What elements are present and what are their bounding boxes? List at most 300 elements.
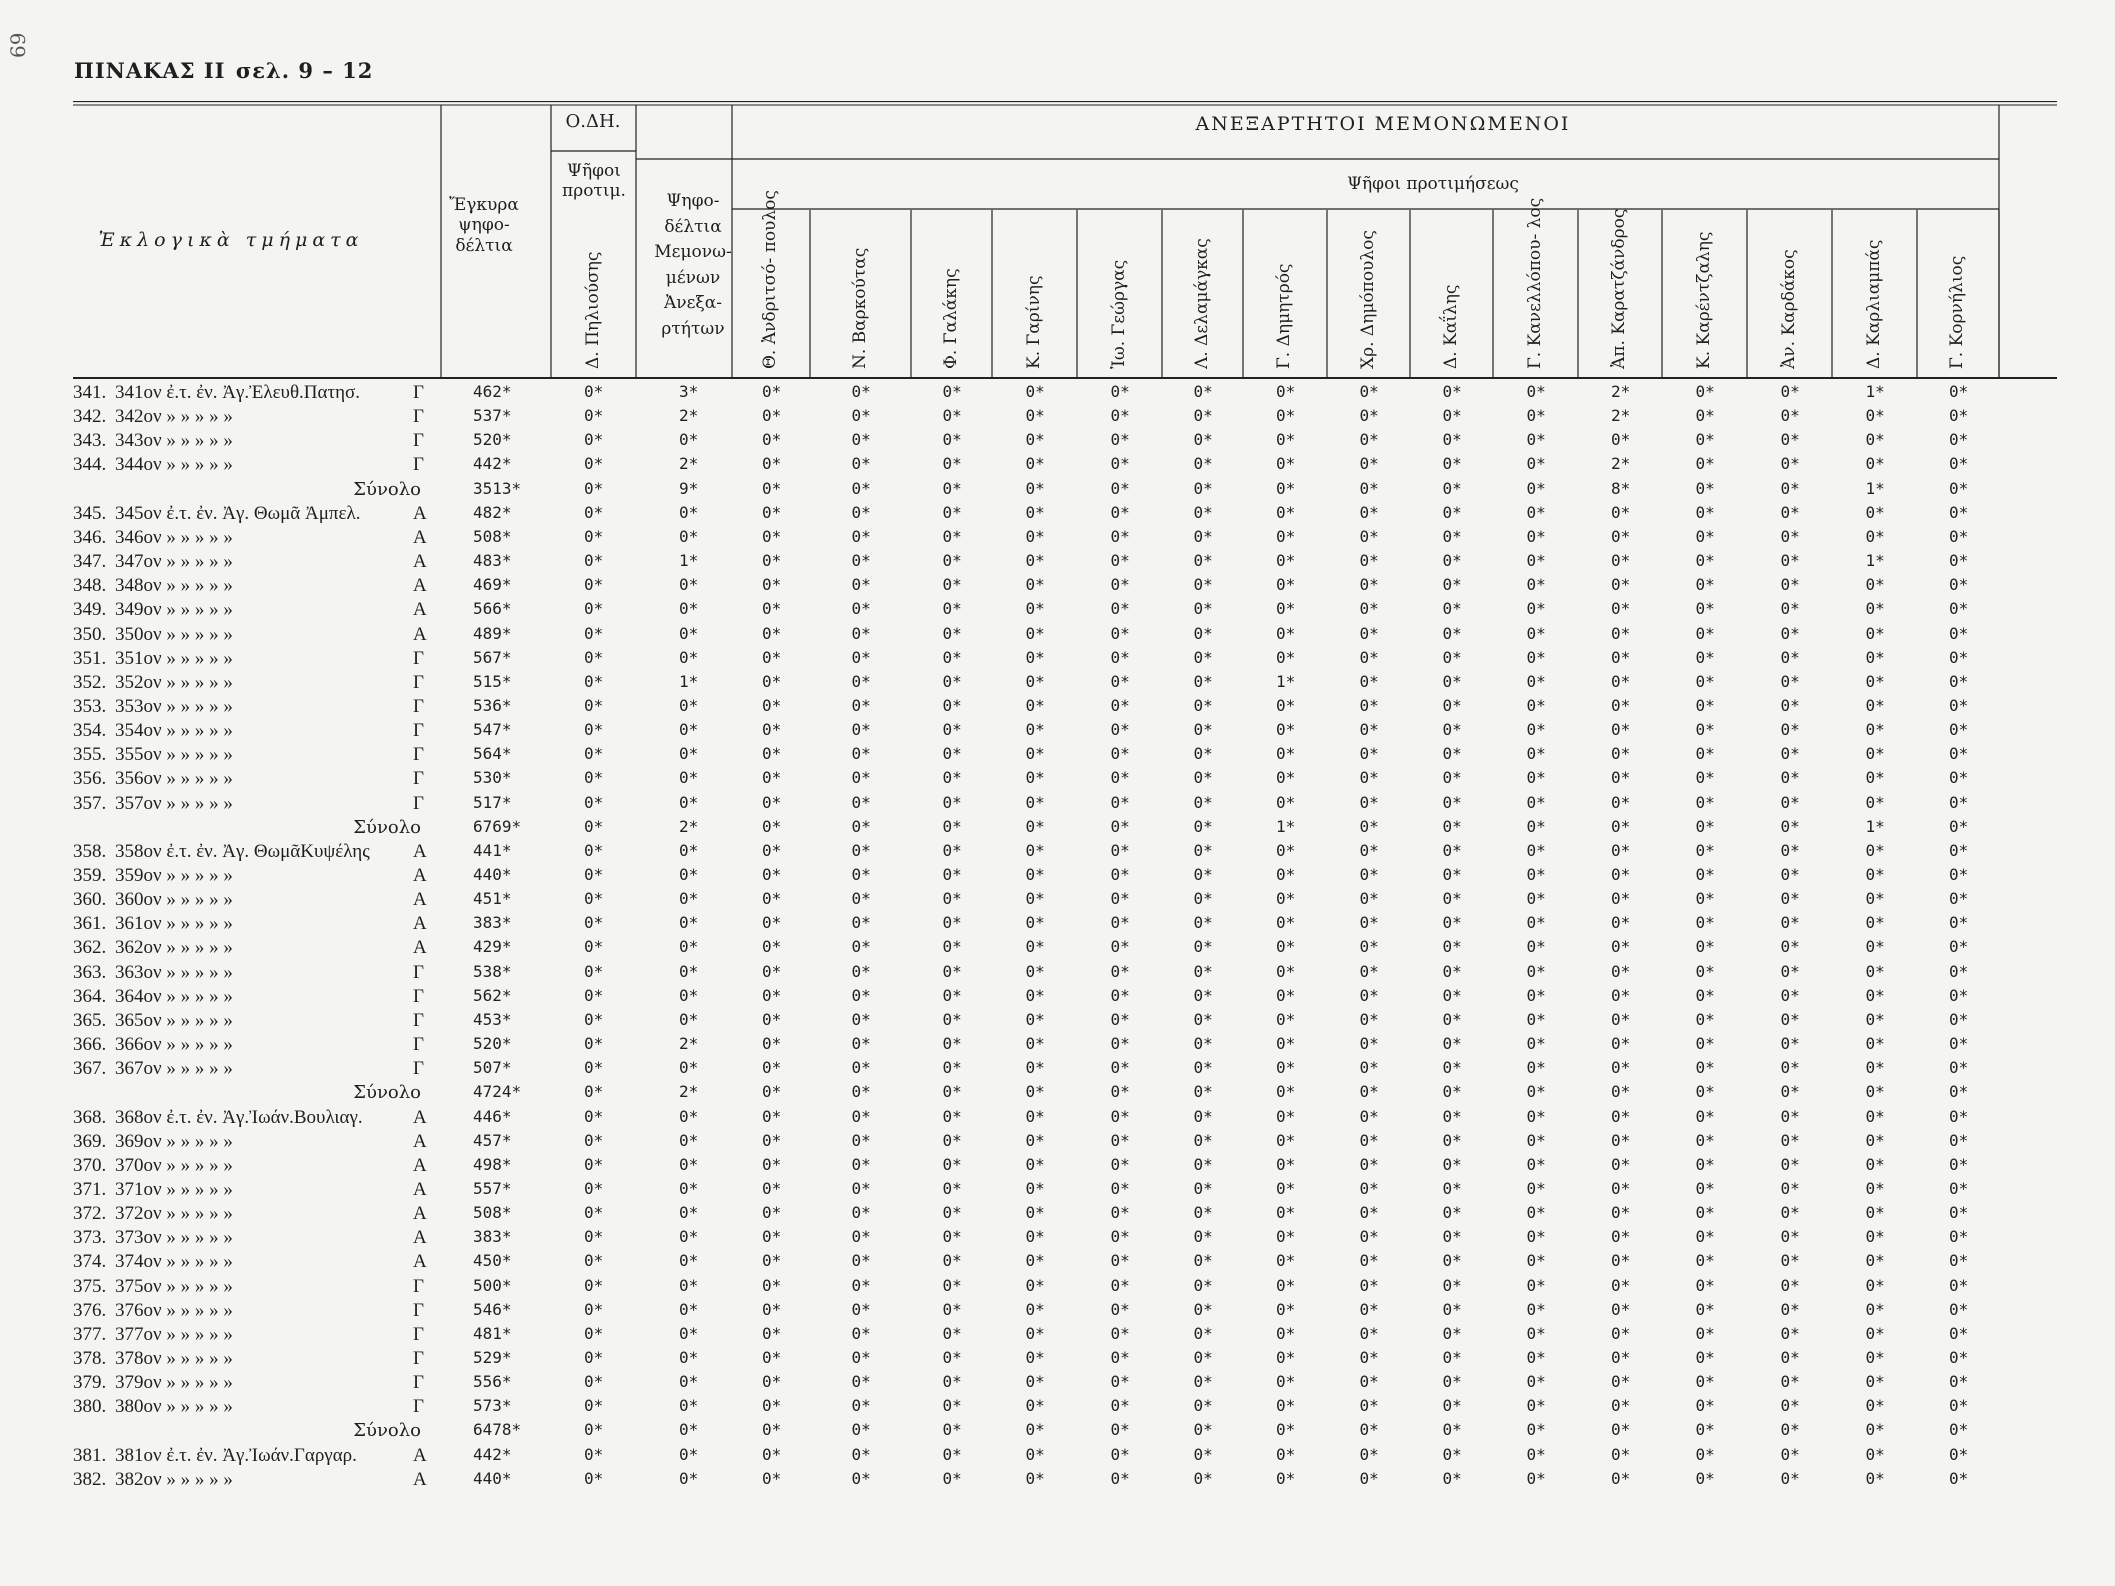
pref-vote-cell: 0* [1695, 1227, 1715, 1247]
pref-vote-cell: 0* [1276, 623, 1296, 643]
pref-vote-cell: 0* [1865, 1227, 1885, 1247]
pref-vote-cell: 1* [1865, 816, 1885, 836]
pref-vote-cell: 0* [1359, 865, 1379, 884]
pref-vote-cell: 0* [1780, 792, 1800, 812]
district-type: Γ [413, 647, 424, 669]
valid-ballots: 537* [473, 406, 512, 426]
pref-vote-cell: 0* [1359, 454, 1379, 474]
pref-vote-cell: 0* [1949, 865, 1969, 884]
pref-vote-cell: 0* [1949, 478, 1969, 498]
valid-ballots: 483* [473, 551, 512, 571]
pref-vote-cell: 0* [1110, 382, 1130, 401]
pref-vote-cell: 0* [1276, 1251, 1296, 1271]
pref-vote-cell: 0* [1110, 889, 1130, 909]
pref-vote-cell: 0* [1611, 1009, 1631, 1029]
pref-vote-cell: 0* [851, 768, 871, 788]
pref-vote-cell: 0* [1780, 454, 1800, 474]
pref-vote-cell: 0* [1949, 1372, 1969, 1392]
pref-vote-cell: 0* [1276, 913, 1296, 933]
district-label: 354ον » » » » » [115, 720, 233, 742]
pref-vote-cell: 0* [1110, 865, 1130, 884]
pref-vote-cell: 0* [851, 937, 871, 957]
pref-vote-cell: 0* [942, 430, 962, 450]
independent-ballots: 0* [679, 937, 699, 957]
pref-vote-cell: 0* [1276, 1444, 1296, 1464]
pref-vote-cell: 0* [1442, 1348, 1462, 1367]
pref-vote-cell: 0* [1110, 575, 1130, 595]
pref-vote-cell: 0* [1695, 382, 1715, 401]
pref-vote-cell: 0* [1949, 647, 1969, 667]
pref-vote-cell: 0* [1865, 1203, 1885, 1223]
pref-vote-cell: 0* [762, 865, 782, 884]
pref-vote-cell: 0* [1780, 1009, 1800, 1029]
odh-pref-votes: 0* [584, 695, 604, 715]
valid-ballots: 440* [473, 865, 512, 884]
pref-vote-cell: 0* [1526, 865, 1546, 884]
pref-vote-cell: 0* [1276, 1420, 1296, 1440]
pref-vote-cell: 0* [1780, 1323, 1800, 1343]
pref-vote-cell: 0* [1949, 623, 1969, 643]
pref-vote-cell: 0* [942, 647, 962, 667]
pref-vote-cell: 0* [1526, 1082, 1546, 1102]
row-number: 368. [73, 1106, 107, 1128]
valid-ballots: 4724* [473, 1082, 522, 1102]
pref-vote-cell: 0* [1865, 961, 1885, 981]
pref-vote-cell: 0* [1865, 1251, 1885, 1271]
pref-vote-cell: 0* [762, 1275, 782, 1295]
pref-vote-cell: 0* [1695, 1275, 1715, 1295]
district-label: 344ον » » » » » [115, 454, 233, 476]
row-number: 349. [73, 599, 107, 621]
candidate-header: Φ. Γαλάκης [940, 268, 961, 369]
row-number: 362. [73, 937, 107, 959]
valid-ballots: 557* [473, 1178, 512, 1198]
valid-ballots: 529* [473, 1348, 512, 1367]
pref-vote-cell: 0* [1695, 695, 1715, 715]
pref-vote-cell: 0* [1110, 1082, 1130, 1102]
district-label: 370ον » » » » » [115, 1154, 233, 1176]
pref-vote-cell: 0* [1110, 1444, 1130, 1464]
pref-vote-cell: 0* [1949, 1444, 1969, 1464]
pref-vote-cell: 0* [1276, 647, 1296, 667]
row-number: 342. [73, 406, 107, 428]
pref-vote-cell: 0* [1949, 454, 1969, 474]
pref-vote-cell: 0* [1780, 623, 1800, 643]
subtotal-label: Σύνολο [353, 1082, 421, 1104]
pref-vote-cell: 0* [1780, 551, 1800, 571]
pref-vote-cell: 0* [1611, 551, 1631, 571]
pref-vote-cell: 0* [1526, 1154, 1546, 1174]
row-number: 381. [73, 1444, 107, 1466]
pref-vote-cell: 0* [1865, 1348, 1885, 1367]
pref-vote-cell: 0* [1110, 840, 1130, 860]
pref-vote-cell: 0* [1442, 1372, 1462, 1392]
valid-ballots: 469* [473, 575, 512, 595]
pref-vote-cell: 0* [1276, 526, 1296, 546]
valid-ballots: 489* [473, 623, 512, 643]
pref-vote-cell: 0* [762, 1323, 782, 1343]
pref-vote-cell: 0* [1949, 526, 1969, 546]
odh-pref-votes: 0* [584, 575, 604, 595]
pref-vote-cell: 0* [1780, 1468, 1800, 1488]
pref-vote-cell: 2* [1611, 382, 1631, 401]
district-label: 376ον » » » » » [115, 1299, 233, 1321]
pref-vote-cell: 0* [762, 744, 782, 764]
district-type: Γ [413, 720, 424, 742]
pref-vote-cell: 0* [1780, 526, 1800, 546]
pref-vote-cell: 0* [851, 1203, 871, 1223]
pref-vote-cell: 0* [1780, 647, 1800, 667]
pref-vote-cell: 0* [1695, 502, 1715, 522]
pref-vote-cell: 0* [1611, 1082, 1631, 1102]
pref-vote-cell: 0* [1526, 1420, 1546, 1440]
pref-vote-cell: 0* [942, 1323, 962, 1343]
pref-vote-cell: 0* [1025, 1372, 1045, 1392]
pref-vote-cell: 0* [1949, 695, 1969, 715]
odh-pref-votes: 0* [584, 623, 604, 643]
pref-vote-cell: 0* [1110, 961, 1130, 981]
pref-vote-cell: 0* [762, 816, 782, 836]
pref-vote-cell: 0* [1780, 1058, 1800, 1078]
valid-ballots: 442* [473, 454, 512, 474]
pref-vote-cell: 0* [1526, 502, 1546, 522]
district-type: Γ [413, 1009, 424, 1031]
district-type: Γ [413, 1034, 424, 1056]
pref-vote-cell: 0* [1865, 502, 1885, 522]
pref-vote-cell: 0* [1611, 526, 1631, 546]
pref-vote-cell: 0* [1526, 1372, 1546, 1392]
pref-vote-cell: 0* [1359, 478, 1379, 498]
independent-ballots: 3* [679, 382, 699, 401]
odh-pref-votes: 0* [584, 406, 604, 426]
odh-pref-votes: 0* [584, 671, 604, 691]
pref-vote-cell: 0* [1110, 1106, 1130, 1126]
pref-vote-cell: 0* [1949, 1082, 1969, 1102]
pref-vote-cell: 0* [1949, 1130, 1969, 1150]
pref-vote-cell: 0* [1865, 792, 1885, 812]
pref-vote-cell: 0* [1193, 1299, 1213, 1319]
pref-vote-cell: 0* [1865, 1082, 1885, 1102]
pref-vote-cell: 0* [1526, 1106, 1546, 1126]
pref-vote-cell: 0* [1276, 1058, 1296, 1078]
pref-vote-cell: 0* [1611, 1299, 1631, 1319]
pref-vote-cell: 0* [1780, 1348, 1800, 1367]
pref-vote-cell: 0* [1193, 792, 1213, 812]
pref-vote-cell: 0* [1949, 720, 1969, 740]
valid-ballots: 508* [473, 1203, 512, 1223]
valid-ballots: 383* [473, 1227, 512, 1247]
pref-vote-cell: 0* [851, 1348, 871, 1367]
pref-vote-cell: 0* [851, 647, 871, 667]
pref-vote-cell: 0* [1695, 1372, 1715, 1392]
pref-vote-cell: 0* [1442, 1420, 1462, 1440]
pref-vote-cell: 0* [1193, 478, 1213, 498]
independent-ballots: 0* [679, 623, 699, 643]
district-type: Α [413, 1251, 427, 1273]
pref-vote-cell: 8* [1611, 478, 1631, 498]
district-type: Α [413, 551, 427, 573]
pref-vote-cell: 0* [1110, 1178, 1130, 1198]
district-type: Α [413, 865, 427, 886]
pref-vote-cell: 0* [1611, 1275, 1631, 1295]
pref-vote-cell: 0* [762, 671, 782, 691]
district-type: Α [413, 1178, 427, 1200]
pref-vote-cell: 2* [1611, 454, 1631, 474]
pref-vote-cell: 0* [1442, 816, 1462, 836]
valid-ballots: 453* [473, 1009, 512, 1029]
pref-vote-cell: 0* [1359, 1275, 1379, 1295]
district-type: Α [413, 502, 427, 524]
pref-vote-cell: 0* [1110, 1130, 1130, 1150]
pref-vote-cell: 0* [851, 623, 871, 643]
row-number: 350. [73, 623, 107, 645]
pref-vote-cell: 0* [1025, 720, 1045, 740]
pref-vote-cell: 0* [1865, 720, 1885, 740]
pref-vote-cell: 0* [1949, 575, 1969, 595]
pref-vote-cell: 0* [762, 382, 782, 401]
row-number: 355. [73, 744, 107, 766]
pref-vote-cell: 0* [1526, 478, 1546, 498]
pref-vote-cell: 0* [1359, 985, 1379, 1005]
pref-vote-cell: 0* [1193, 1444, 1213, 1464]
district-label: 371ον » » » » » [115, 1178, 233, 1200]
pref-vote-cell: 0* [1695, 840, 1715, 860]
pref-vote-cell: 0* [1025, 889, 1045, 909]
odh-pref-votes: 0* [584, 647, 604, 667]
pref-vote-cell: 0* [1193, 865, 1213, 884]
pref-vote-cell: 0* [1949, 671, 1969, 691]
odh-pref-votes: 0* [584, 744, 604, 764]
pref-vote-cell: 0* [1865, 695, 1885, 715]
pref-vote-cell: 0* [762, 1468, 782, 1488]
pref-vote-cell: 0* [1695, 1082, 1715, 1102]
valid-ballots: 6769* [473, 816, 522, 836]
pref-vote-cell: 0* [1695, 720, 1715, 740]
district-type: Α [413, 840, 427, 862]
pref-vote-cell: 0* [1276, 1275, 1296, 1295]
col-header-pref-votes: Ψῆφοι προτιμήσεως [1347, 174, 1519, 194]
pref-vote-cell: 0* [942, 1178, 962, 1198]
pref-vote-cell: 0* [1611, 599, 1631, 619]
pref-vote-cell: 0* [942, 1227, 962, 1247]
pref-vote-cell: 0* [851, 1275, 871, 1295]
pref-vote-cell: 0* [1359, 961, 1379, 981]
pref-vote-cell: 0* [1110, 430, 1130, 450]
pref-vote-cell: 0* [1359, 816, 1379, 836]
pref-vote-cell: 0* [1695, 816, 1715, 836]
district-label: 375ον » » » » » [115, 1275, 233, 1297]
independent-ballots: 0* [679, 913, 699, 933]
candidate-header: Λ. Δελαμάγκας [1191, 238, 1212, 369]
pref-vote-cell: 0* [1949, 744, 1969, 764]
pref-vote-cell: 0* [1865, 1058, 1885, 1078]
pref-vote-cell: 0* [1193, 382, 1213, 401]
pref-vote-cell: 0* [1695, 454, 1715, 474]
pref-vote-cell: 0* [1780, 1082, 1800, 1102]
odh-pref-votes: 0* [584, 478, 604, 498]
odh-pref-votes: 0* [584, 1154, 604, 1174]
pref-vote-cell: 0* [1949, 406, 1969, 426]
pref-vote-cell: 0* [1611, 1372, 1631, 1392]
pref-vote-cell: 0* [1110, 1227, 1130, 1247]
pref-vote-cell: 0* [942, 454, 962, 474]
pref-vote-cell: 0* [942, 406, 962, 426]
district-type: Α [413, 1106, 427, 1128]
valid-ballots: 482* [473, 502, 512, 522]
pref-vote-cell: 0* [851, 889, 871, 909]
independent-ballots: 0* [679, 720, 699, 740]
valid-ballots: 442* [473, 1444, 512, 1464]
pref-vote-cell: 0* [1695, 1348, 1715, 1367]
pref-vote-cell: 0* [1695, 647, 1715, 667]
pref-vote-cell: 0* [942, 985, 962, 1005]
pref-vote-cell: 0* [1442, 1106, 1462, 1126]
pref-vote-cell: 0* [1359, 1420, 1379, 1440]
candidate-header: Θ. Ἀνδριτσό- πουλος [760, 190, 780, 369]
district-type: Α [413, 1154, 427, 1176]
pref-vote-cell: 0* [1442, 599, 1462, 619]
pref-vote-cell: 0* [1780, 889, 1800, 909]
district-type: Γ [413, 671, 424, 693]
pref-vote-cell: 0* [1780, 599, 1800, 619]
pref-vote-cell: 0* [1865, 1468, 1885, 1488]
pref-vote-cell: 0* [1526, 744, 1546, 764]
pref-vote-cell: 0* [1025, 816, 1045, 836]
pref-vote-cell: 0* [1025, 1420, 1045, 1440]
pref-vote-cell: 0* [1110, 406, 1130, 426]
valid-ballots: 517* [473, 792, 512, 812]
pref-vote-cell: 0* [1865, 744, 1885, 764]
pref-vote-cell: 0* [1865, 1130, 1885, 1150]
pref-vote-cell: 0* [1695, 1251, 1715, 1271]
pref-vote-cell: 0* [1865, 1178, 1885, 1198]
district-label: 382ον » » » » » [115, 1468, 233, 1490]
pref-vote-cell: 0* [1780, 1444, 1800, 1464]
odh-pref-votes: 0* [584, 1299, 604, 1319]
pref-vote-cell: 0* [1526, 623, 1546, 643]
pref-vote-cell: 0* [851, 599, 871, 619]
pref-vote-cell: 0* [762, 1009, 782, 1029]
pref-vote-cell: 0* [1442, 695, 1462, 715]
valid-ballots: 547* [473, 720, 512, 740]
pref-vote-cell: 0* [1110, 502, 1130, 522]
valid-ballots: 446* [473, 1106, 512, 1126]
district-type: Α [413, 937, 427, 959]
pref-vote-cell: 0* [1025, 744, 1045, 764]
valid-ballots: 515* [473, 671, 512, 691]
district-type: Γ [413, 1058, 424, 1080]
independent-ballots: 0* [679, 792, 699, 812]
district-type: Γ [413, 985, 424, 1007]
odh-pref-votes: 0* [584, 865, 604, 884]
independent-ballots: 0* [679, 1130, 699, 1150]
candidate-header: Γ. Κανελλόπου- λος [1524, 197, 1545, 369]
pref-vote-cell: 0* [1949, 1468, 1969, 1488]
pref-vote-cell: 0* [1949, 937, 1969, 957]
pref-vote-cell: 0* [1110, 1058, 1130, 1078]
pref-vote-cell: 0* [1865, 1444, 1885, 1464]
pref-vote-cell: 0* [1193, 502, 1213, 522]
pref-vote-cell: 0* [1865, 985, 1885, 1005]
pref-vote-cell: 0* [1526, 695, 1546, 715]
pref-vote-cell: 0* [1025, 913, 1045, 933]
row-number: 377. [73, 1323, 107, 1345]
independent-ballots: 0* [679, 1227, 699, 1247]
pref-vote-cell: 2* [1611, 406, 1631, 426]
pref-vote-cell: 0* [1780, 695, 1800, 715]
row-number: 378. [73, 1348, 107, 1369]
valid-ballots: 556* [473, 1372, 512, 1392]
independent-ballots: 0* [679, 526, 699, 546]
pref-vote-cell: 0* [1276, 430, 1296, 450]
pref-vote-cell: 0* [1442, 1444, 1462, 1464]
odh-pref-votes: 0* [584, 1082, 604, 1102]
pref-vote-cell: 0* [1276, 1106, 1296, 1126]
pref-vote-cell: 0* [1695, 865, 1715, 884]
pref-vote-cell: 0* [1780, 406, 1800, 426]
row-number: 358. [73, 840, 107, 862]
district-label: 366ον » » » » » [115, 1034, 233, 1056]
pref-vote-cell: 0* [942, 623, 962, 643]
district-label: 352ον » » » » » [115, 671, 233, 693]
district-type: Α [413, 1468, 427, 1490]
valid-ballots: 530* [473, 768, 512, 788]
pref-vote-cell: 0* [942, 744, 962, 764]
pref-vote-cell: 0* [1193, 1396, 1213, 1416]
pref-vote-cell: 0* [762, 1420, 782, 1440]
pref-vote-cell: 0* [1359, 382, 1379, 401]
pref-vote-cell: 0* [1193, 1251, 1213, 1271]
pref-vote-cell: 0* [1780, 840, 1800, 860]
pref-vote-cell: 0* [1695, 913, 1715, 933]
pref-vote-cell: 0* [1025, 478, 1045, 498]
pref-vote-cell: 0* [1780, 1420, 1800, 1440]
district-type: Α [413, 889, 427, 911]
district-type: Α [413, 526, 427, 548]
candidate-header: Χρ. Δημόπουλος [1357, 230, 1378, 369]
district-label: 364ον » » » » » [115, 985, 233, 1007]
district-type: Γ [413, 430, 424, 452]
pref-vote-cell: 0* [1193, 1106, 1213, 1126]
pref-vote-cell: 0* [851, 913, 871, 933]
independent-ballots: 0* [679, 1251, 699, 1271]
row-number: 353. [73, 695, 107, 717]
independent-ballots: 0* [679, 1299, 699, 1319]
pref-vote-cell: 0* [1025, 937, 1045, 957]
district-type: Α [413, 1203, 427, 1225]
pref-vote-cell: 0* [1276, 502, 1296, 522]
row-number: 371. [73, 1178, 107, 1200]
odh-pref-votes: 0* [584, 1009, 604, 1029]
pref-vote-cell: 0* [1025, 647, 1045, 667]
pref-vote-cell: 0* [1025, 430, 1045, 450]
pref-vote-cell: 0* [762, 768, 782, 788]
pref-vote-cell: 0* [1780, 961, 1800, 981]
pref-vote-cell: 0* [1780, 1178, 1800, 1198]
valid-ballots: 520* [473, 1034, 512, 1054]
candidate-header: Ἀπ. Καρατζάνδρος [1609, 208, 1629, 369]
pref-vote-cell: 0* [1359, 671, 1379, 691]
district-type: Γ [413, 961, 424, 983]
independent-ballots: 0* [679, 865, 699, 884]
row-number: 365. [73, 1009, 107, 1031]
pref-vote-cell: 0* [1442, 1323, 1462, 1343]
pref-vote-cell: 0* [942, 1299, 962, 1319]
pref-vote-cell: 0* [1949, 551, 1969, 571]
row-number: 364. [73, 985, 107, 1007]
pref-vote-cell: 0* [1865, 671, 1885, 691]
pref-vote-cell: 0* [762, 1348, 782, 1367]
